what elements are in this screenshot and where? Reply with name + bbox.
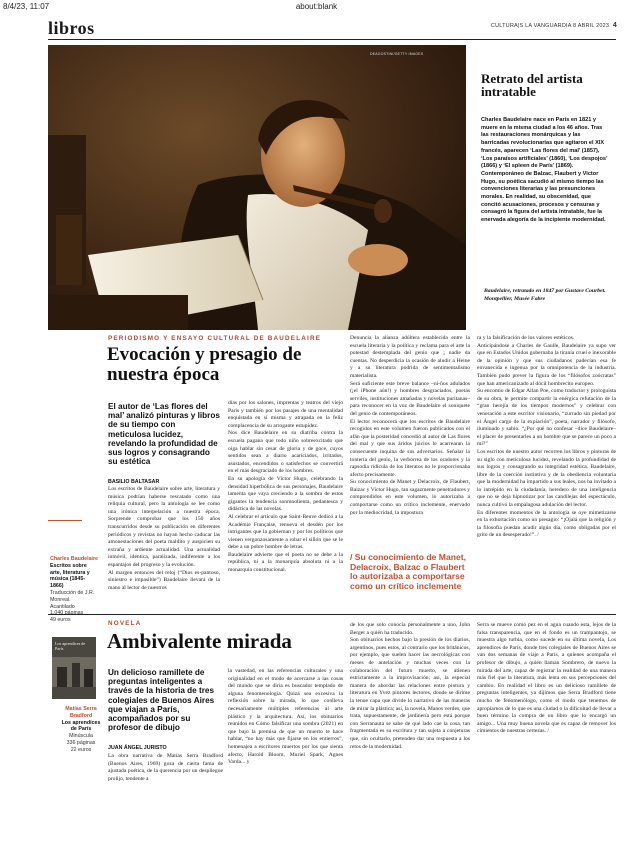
print-datetime: 8/4/23, 11:07	[3, 2, 50, 11]
article1-byline: BASILIO BALTASAR	[108, 479, 160, 485]
book2-price: 22 euros	[70, 746, 92, 753]
book-author: Charles Baudelaire	[50, 556, 98, 562]
article-divider	[48, 614, 616, 615]
sidebar-body: Charles Baudelaire nace en París en 1821 y muere en la misma ciudad a los 46 años. Tras las restauraciones monárquicas y las barricadas revolucionarias que agitaron el XIX francés, aparecen ‘Las flores del mal’ (1857), ‘Los paraísos artificiales’ (1860), ‘Los despojos’ (1866) y ‘El spleen de París’ (1869). Contemporáneo de Balzac, Flaubert y Victor Hugo, su poética sacudió al mismo tiempo las convenciones literarias y las presunciones morales. En realidad, su obscenidad, que concitó acusaciones, procesos y censuras y consagró la figura del artista intratable, fue la enervada alegoría de la incipiente modernidad.	[481, 117, 608, 224]
print-header	[0, 0, 633, 12]
book-price: 49 euros	[50, 617, 71, 624]
article2-kicker: NOVELA	[108, 620, 142, 627]
book2-author: Matías Serra Bradford	[65, 706, 97, 719]
article2-byline: JUAN ÁNGEL JURISTO	[108, 745, 167, 751]
article1-headline: Evocación y presagio de nuestra época	[107, 344, 302, 385]
article1-column-3: Denuncia la alianza adúltera establecida entre la escuela literaria y la política y reclama para el arte la potestad destemplada del genio que ¡ nadie da cuentas. No desperdicia la ocasión de aludir a Heine y a su literatura podrida de sentimentalismo materialista. Será suficiente este breve balance –ni-ños adulados (¡el iPhone aún!) y hombres desgraciados, poetas serviles, instituciones amañadas y novelas puritanas– para reconocer en la voz de Baudelaire el soniquete del genio de contemporáneos. El lector reconocerá que los escritos de Baudelaire recogidos en este volumen fueron publicados con el afán que la posteridad concedió al autor de Las flores del mal y que sus áridos juicios le acarrearan la consecuente inquina de sus adversarios. Señalar la tontería del genio, la verborrea de los oradores y la rapsodia ridícula de los literatos no le proporcionaba afecto precisamente. Su conocimiento de Manet y Delacroix, de Flaubert, Balzac y Victor Hugo, tan sagazmente penetradores y comprendidos en este volumen, lo autorizaba a comportarse como un crítico inclemente, enervado por la mediocridad, la impostura	[350, 335, 470, 516]
book-cover-image	[52, 637, 96, 699]
article2-dek: Un delicioso ramillete de preguntas inteligentes a través de la historia de tres colegiales de Buenos Aires que viajan a París, acompañados por su profesor de dibujo	[108, 668, 215, 733]
book-title: Escritos sobre arte, literatura y música (1845-1866)	[50, 562, 90, 590]
article1-column-2: días por los salones, imprentas y teatros del viejo París y también por los pasajes de una mentalidad enquistada en sí misma y atrapada en la feliz complacencia de su arrogante estupidez. Nos dice Baudelaire en su diatriba contra la escuela pagana que todo niño sobreexcitado que oiga hablar sin cesar de gloria y de goce, cuyos sentidos sean a diario acariciados, irritados, asustados, encendidos o satisfechos se convertirá en el más desgraciado de los hombres. En su apología de Victor Hugo, celebrando la densidad hiperbólica de sus personajes, Baudelaire lamenta que vaya creciendo a la sombra de estos gigantes la tendencia sonmnolienta, pedantesca y didáctica de las novelas. Al celebrar el artículo que Saint-Beuve dedicó a la Académie Française, renueva el desdén por los intrigantes que la gobiernan y por los políticos que vienen vergonzosamente a robar el sillón que se le debe a un pobre hombre de letras. Baudelaire advierte que el poeta no se debe a la república, ni a la monarquía absoluta ni a la monarquía constitucional.	[228, 400, 343, 574]
photo-credit: DEAGOSTINI/GETTY IMAGES	[370, 52, 424, 56]
article1-dek: El autor de ‘Las flores del mal’ analizó pinturas y libros de su tiempo con meticulosa lucidez, revelando la profundidad de sus logros y consagrando su estética	[108, 402, 220, 467]
book-publisher: Acantilado	[50, 603, 75, 610]
article2-column-4: Serra se mueve como pez en el agua cuando esta, lejos de la falsa transparencia, que en el fondo es un trampantojo, se muestra algo turbia, como sucede en su última novela, Los aprendices de París, donde tres colegiales de Buenos Aires se van dos semanas de viaje a París, a quienes acompaña el profesor de dibujo, a quién llaman Sombrero, de nuevo la mirada del arte, capaz de registrar la realidad de una manera más fiel que la literatura, más lenta en sus percepciones del cambio. En realidad el libro es un delicioso ramillete de preguntas inteligentes, ya dijimos que Serra Bradford tiene mucho de fenomenólogo, como el modo que tenemos de apropiarnos de lo que es una ciudad o la dificultad de llevar a buen término la compra de un libro que lo encargó un amigo... Una muy buena novela que es capaz de remover los cimientos de nuestras certezas. /	[477, 622, 616, 735]
page-number: 4	[612, 22, 617, 29]
header-rule	[48, 39, 616, 40]
section-title: libros	[48, 18, 95, 38]
article2-column-1: La obra narrativa de Matías Serra Bradford (Buenos Aires, 1969) goza de cierta fama de ajustada poética, de la querencia por un despliegue prolijo, tendente a	[108, 753, 223, 782]
book-cover-title: Los aprendices de París	[55, 641, 86, 651]
running-head-text: CULTURA|S LA VANGUARDIA 8 ABRIL 2023	[490, 23, 610, 29]
article1-pull-quote: / Su conocimiento de Manet, Delacroix, Balzac o Flaubert lo autorizaba a comportarse como un crítico inclemente	[350, 552, 467, 591]
book-info-rule	[48, 520, 82, 521]
print-url: about:blank	[295, 2, 338, 11]
running-head	[491, 22, 617, 29]
book2-title: Los aprendices de París	[61, 719, 101, 733]
baudelaire-portrait-image	[48, 45, 466, 330]
book2-pages: 336 páginas	[66, 739, 96, 746]
article2-column-3: de los que solo conocía personalmente a uno, John Berger a quién ha traducido. Son obituarios hechos bajo la presión de los diarios, argentinos, pues estos, al contrario que los británicos, por ejemplo, que suelen hacer las necrológicas con meses de antelación y muchas veces con la colaboración del futuro muerto, se atienen estrictamente a la improvisación; así, la especial manera de abordar las relaciones entre pintura y literatura en Yvez pintores lectores, donde se dirime la tenue capa que divide lo narrativo de las maneras de mirar la plástica; así, la novela, Manos verdes, que trata, supuestamente, de jardinería pero está porque con Serranauta se sabe de qué lado cae la cosa, tan fragmentada es su escritura y tan sujeta a conjeturas que, sin ocultarlo, pretenden dar una respuesta a los retos de la modernidad.	[350, 622, 470, 750]
article1-kicker: PERIODISMO Y ENSAYO CULTURAL DE BAUDELAIRE	[108, 335, 322, 342]
photo-caption: Baudelaire, retratado en 1847 por Gustave Courbet. Montpellier, Musée Fabre	[484, 288, 606, 302]
article1-column-1: Los escritos de Baudelaire sobre arte, literatura y música podrían haberse rescatado como una reliquia cultural, pero la antología se lee como una irónica interpelación a nuestra época. Sorprende comprobar que los 150 años transcurridos desde su publicación en diferentes periódicos y revistas no hayan hecho caducar las amonestaciones del poeta maldito y auspicien su extraña y ardiente actualidad. Una actualidad inmóvil, idéntica, paralizada, indiferente a los espantajos del progreso y la evolución. Al margen entonces del reloj (“Dios es-pantoso, siniestro e impasible”) Baudelaire llevará de la mano al lector de nuestros	[108, 486, 220, 591]
article1-column-4: ra y la falsificación de los valores estéticos. Anticipándose a Charles de Gaulle, Baudelaire ya supo ver que en Estados Unidos gobernaba la tiranía cruel e inexorable de la opinión y que sus ciudadanos padecían esa fe envanecida e ingenua por la omnipotencia de la industria. También pudo prever la figura de los “filósofos zoócratas” que han americanizado al dócil hombrecito europeo. Su encomio de Edgar Allan Poe, como traductor y prologuista de su obra, le permite compartir la enérgica refutación de la “gran herejía de los tiempos modernos” y celebrar con veneración a este escritor visionario, “zurrado sin piedad por el Ángel cargo de la expiación”, poeta, narrador y filósofo, iluminado y sabio. “¿Por qué no confesar –dice Baudelaire– el placer de presentarles a un hombre que se parece un poco a mí?” Los escritos de nuestro autor recorren los libros y pinturas de su siglo con meticulosa lucidez, revelando la profundidad de sus logros y consagrando su integridad estética. Baudelaire, libre de la coerción instintiva y de la obediencia voluntaria que la modernidad ha impartido a sus leales, nos ha invitado a lo intrépido en la ciudadanía, heredero de una inteligencia que no se deja hipnotizar por las candilejas del espectáculo, nunca cultivó la empalagosa adulación del lector. En diferentes momentos de la antología se oye mimetizarse en la exhortación como un presagio: “¡Ojalá que la religión y la filosofía puedan acudir algún día, como obligadas por el grito de un desesperado!”. /	[477, 335, 616, 539]
book2-publisher: Minúscula	[69, 733, 93, 740]
book-translator: Traducción de J.R. Monreal.	[50, 589, 95, 603]
sidebar-title: Retrato del artista intratable	[481, 71, 583, 99]
article2-headline: Ambivalente mirada	[107, 629, 292, 653]
article2-column-2: la vastedad, en las referencias culturales y una originalidad en el modo de acercarse a las cosas del mundo que se diría es buscador templado de alguna fenomenología. Quizá sea excesiva la reflexión sobre la mirada, lo que conlleva necesariamente múltiples referencias al arte plástico y la arquitectura. Así, los obituarios reunidos en Cómo falsificar una sombra (2021) en que bajo la premisa de que un muerto te hace hablar, “no hay más que fijarse en los entierros”, homenajea a escritores muertos por los que sienta afecto, Harold Bloom, Muriel Spark, Agnes Varda... y	[228, 668, 343, 766]
article2-book-info	[60, 706, 102, 754]
portrait-painting	[48, 45, 466, 330]
